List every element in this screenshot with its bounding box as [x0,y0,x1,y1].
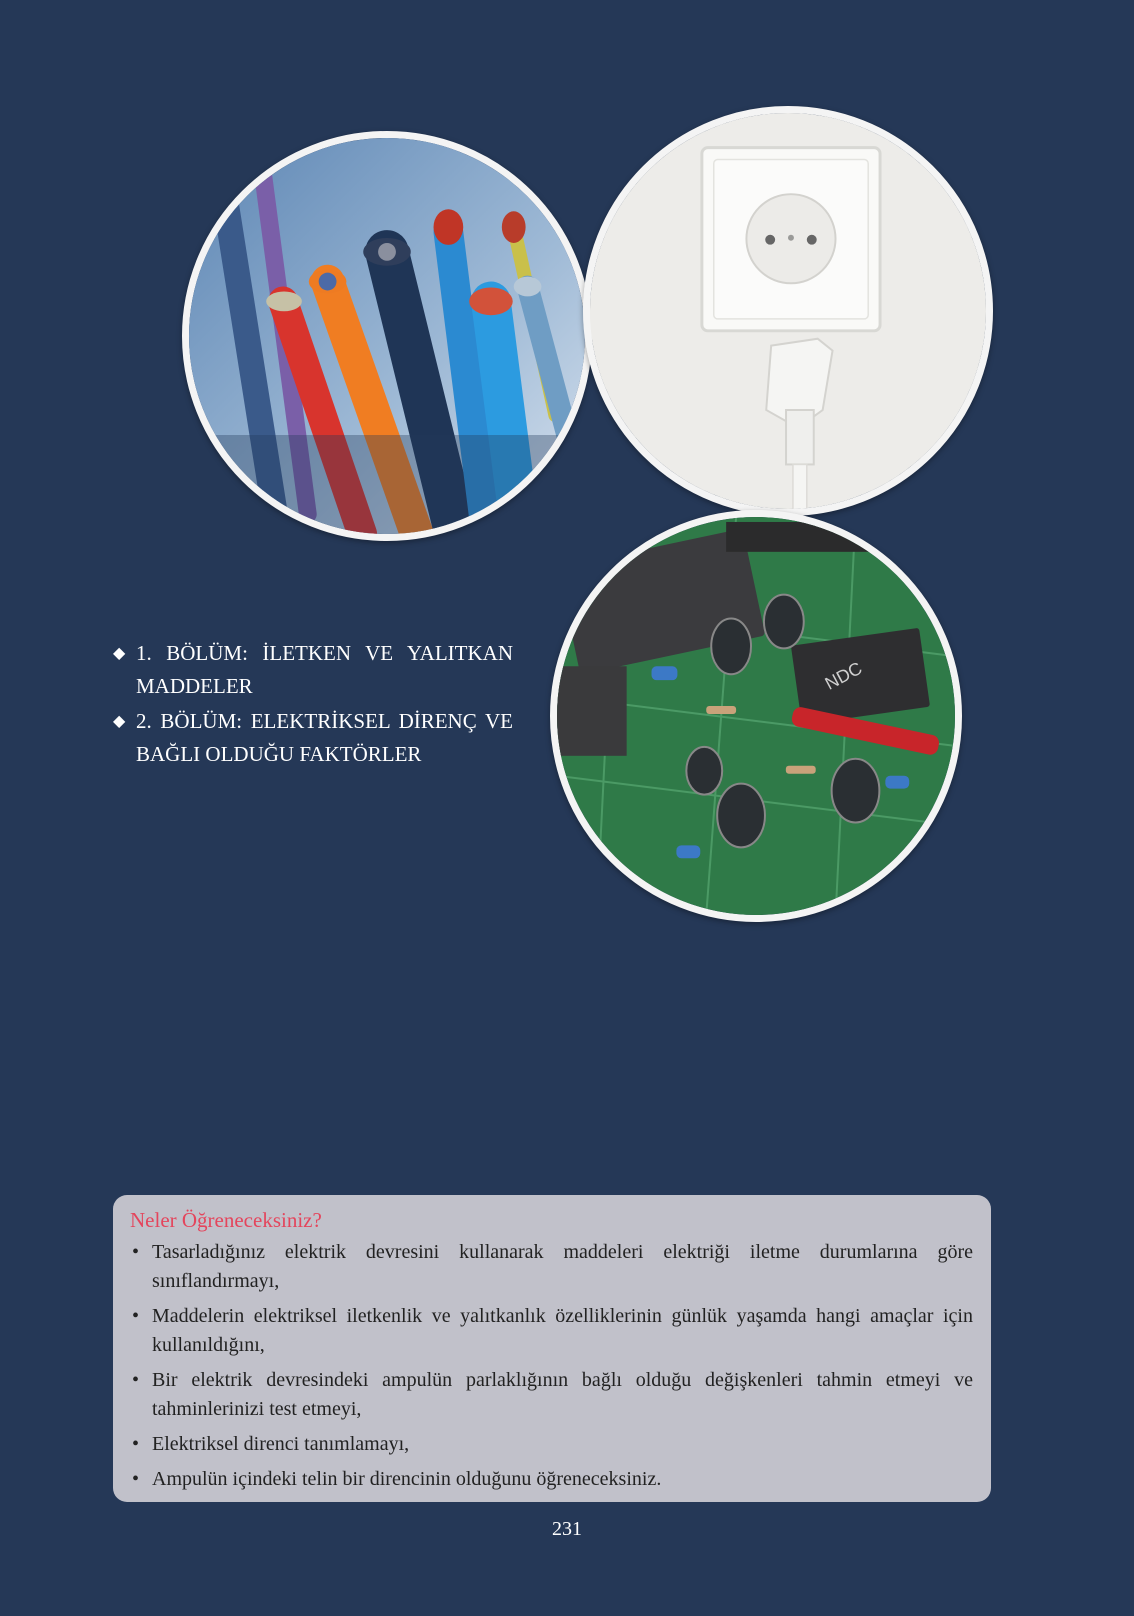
list-item-text: Maddelerin elektriksel iletkenlik ve yalıtkanlık özelliklerinin günlük yaşamda hangi amaçlar için kullanıldığını, [152,1305,973,1356]
bullet-icon: • [132,1369,140,1391]
section-item [113,637,513,703]
section-text: 2. BÖLÜM: ELEKTRİKSEL DİRENÇ VE BAĞLI OLDUĞU FAKTÖRLER [136,709,513,766]
list-item-text: Ampulün içindeki telin bir direncinin olduğunu öğreneceksiniz. [152,1468,662,1490]
bullet-icon: • [132,1305,140,1327]
section-item [113,705,513,771]
diamond-bullet-icon: ◆ [113,645,126,662]
bullet-icon: • [132,1241,140,1263]
list-item [130,1366,973,1424]
list-item [130,1430,973,1459]
bullet-icon: • [132,1433,140,1455]
learning-objectives-box [113,1195,991,1502]
diamond-bullet-icon: ◆ [113,713,126,730]
learning-objectives-list [130,1238,973,1494]
list-item [130,1238,973,1296]
list-item-text: Tasarladığınız elektrik devresini kullanarak maddeleri elektriği iletme durumlarına göre sınıflandırmayı, [152,1241,973,1292]
circuit-board-photo [550,510,962,922]
list-item-text: Bir elektrik devresindeki ampulün parlaklığının bağlı olduğu değişkenleri tahmin etmeyi ve tahminlerinizi test etmeyi, [152,1369,973,1420]
section-text: 1. BÖLÜM: İLETKEN VE YALITKAN MADDELER [136,641,513,698]
bullet-icon: • [132,1468,140,1490]
learning-objectives-title: Neler Öğreneceksiniz? [130,1208,322,1232]
page-number: 231 [552,1518,582,1540]
chapter-section-list [113,637,513,773]
list-item [130,1465,973,1494]
list-item [130,1302,973,1360]
svg-text:NDC: NDC [821,657,866,694]
cables-photo [182,131,592,541]
list-item-text: Elektriksel direnci tanımlamayı, [152,1433,410,1455]
socket-photo [583,106,993,516]
